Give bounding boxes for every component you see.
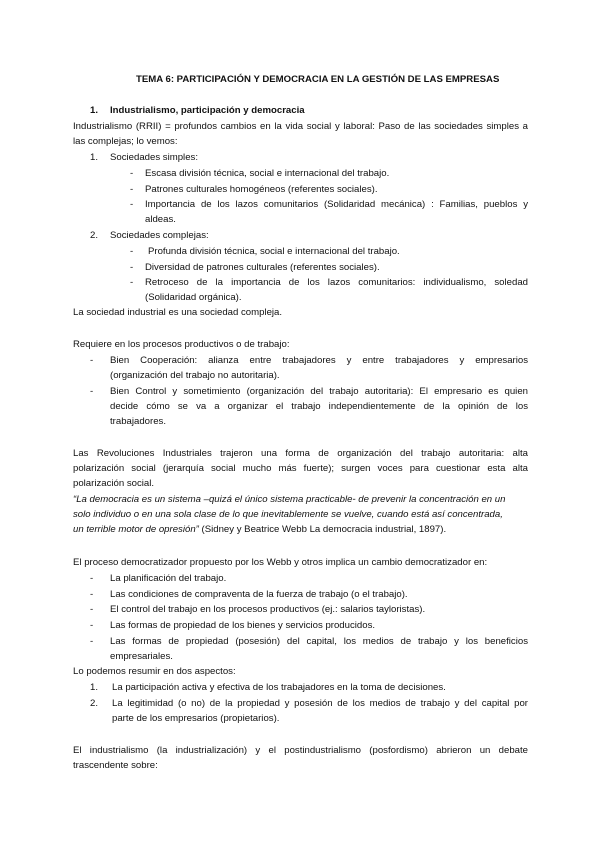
proceso-item-4: Las formas de propiedad de los bienes y servicios producidos. — [110, 620, 376, 631]
resumen-number-2: 2. — [90, 698, 99, 709]
final-line-1: El industrialismo (la industrialización) y el postindustrialismo (posfordismo) abrieron un debate — [73, 745, 528, 756]
simples-number: 1. — [90, 152, 99, 163]
complejas-item-3-cont: (Solidaridad orgánica). — [145, 292, 242, 303]
bullet: - — [90, 589, 94, 600]
intro-line-2: las complejas; lo vemos: — [73, 136, 178, 147]
proceso-heading: El proceso democratizador propuesto por los Webb y otros implica un cambio democratizador en: — [73, 557, 488, 568]
section-heading: Industrialismo, participación y democracia — [110, 105, 305, 116]
requiere-item-1: Bien Cooperación: alianza entre trabajadores y entre trabajadores y empresarios — [110, 355, 528, 366]
resumen-number-1: 1. — [90, 682, 99, 693]
page-title: TEMA 6: PARTICIPACIÓN Y DEMOCRACIA EN LA GESTIÓN DE LAS EMPRESAS — [136, 74, 500, 85]
complejas-item-1: Profunda división técnica, social e internacional del trabajo. — [148, 246, 400, 257]
proceso-item-2: Las condiciones de compraventa de la fuerza de trabajo (o el trabajo). — [110, 589, 408, 600]
proceso-item-1: La planificación del trabajo. — [110, 573, 227, 584]
webb-citation: (Sidney y Beatrice Webb La democracia industrial, 1897). — [198, 524, 447, 535]
resumen-item-1: La participación activa y efectiva de los trabajadores en la toma de decisiones. — [112, 682, 446, 693]
simples-item-3: Importancia de los lazos comunitarios (Solidaridad mecánica) : Familias, pueblos y — [145, 199, 528, 210]
bullet: - — [90, 355, 94, 366]
requiere-item-2-cont: decide cómo se va a organizar el trabajo independientemente de la opinión de los — [110, 401, 528, 412]
industrial-note: La sociedad industrial es una sociedad compleja. — [73, 307, 283, 318]
webb-quote: un terrible motor de opresión” — [73, 524, 199, 535]
requiere-heading: Requiere en los procesos productivos o de trabajo: — [73, 339, 290, 350]
bullet: - — [90, 573, 94, 584]
bullet: - — [130, 184, 134, 195]
revoluciones-line-1: Las Revoluciones Industriales trajeron una forma de organización del trabajo autoritaria: alta — [73, 448, 528, 459]
proceso-item-3: El control del trabajo en los procesos productivos (ej.: salarios tayloristas). — [110, 604, 426, 615]
resumen-heading: Lo podemos resumir en dos aspectos: — [73, 666, 236, 677]
bullet: - — [90, 620, 94, 631]
bullet: - — [130, 168, 134, 179]
resumen-item-2: La legitimidad (o no) de la propiedad y posesión de los medios de trabajo y del capital por — [112, 698, 528, 709]
requiere-item-2-cont: trabajadores. — [110, 416, 166, 427]
resumen-item-2-cont: parte de los empresarios (propietarios). — [112, 713, 280, 724]
revoluciones-line-2: polarización social (jerarquía social mucho más fuerte); surgen voces para cuestionar esta alta — [73, 463, 528, 474]
simples-label: Sociedades simples: — [110, 152, 198, 163]
simples-item-3-cont: aldeas. — [145, 214, 176, 225]
section-number: 1. — [90, 105, 99, 116]
simples-item-2: Patrones culturales homogéneos (referentes sociales). — [145, 184, 378, 195]
bullet: - — [90, 636, 94, 647]
bullet: - — [130, 277, 134, 288]
requiere-item-1-cont: (organización del trabajo no autoritaria). — [110, 370, 280, 381]
revoluciones-line-3: polarización social. — [73, 478, 155, 489]
complejas-number: 2. — [90, 230, 99, 241]
requiere-item-2: Bien Control y sometimiento (organización del trabajo autoritaria): El empresario es quien — [110, 386, 528, 397]
complejas-label: Sociedades complejas: — [110, 230, 209, 241]
bullet: - — [130, 199, 134, 210]
bullet: - — [90, 604, 94, 615]
bullet: - — [130, 246, 134, 257]
bullet: - — [90, 386, 94, 397]
webb-quote-final — [73, 522, 446, 537]
complejas-item-3: Retroceso de la importancia de los lazos comunitarios: individualismo, soledad — [145, 277, 528, 288]
final-line-2: trascendente sobre: — [73, 760, 158, 771]
simples-item-1: Escasa división técnica, social e internacional del trabajo. — [145, 168, 390, 179]
proceso-item-5: Las formas de propiedad (posesión) del capital, los medios de trabajo y los beneficios — [110, 636, 528, 647]
bullet: - — [130, 262, 134, 273]
complejas-item-2: Diversidad de patrones culturales (referentes sociales). — [145, 262, 380, 273]
proceso-item-5-cont: empresariales. — [110, 651, 173, 662]
webb-quote: solo individuo o en una sola clase de lo que inevitablemente se vuelve, cuando está así concentrada, — [73, 509, 503, 520]
webb-quote: “La democracia es un sistema –quizá el único sistema practicable- de prevenir la concentración en un — [73, 494, 506, 505]
intro-line-1: Industrialismo (RRII) = profundos cambios en la vida social y laboral: Paso de las sociedades simples a — [73, 121, 528, 132]
